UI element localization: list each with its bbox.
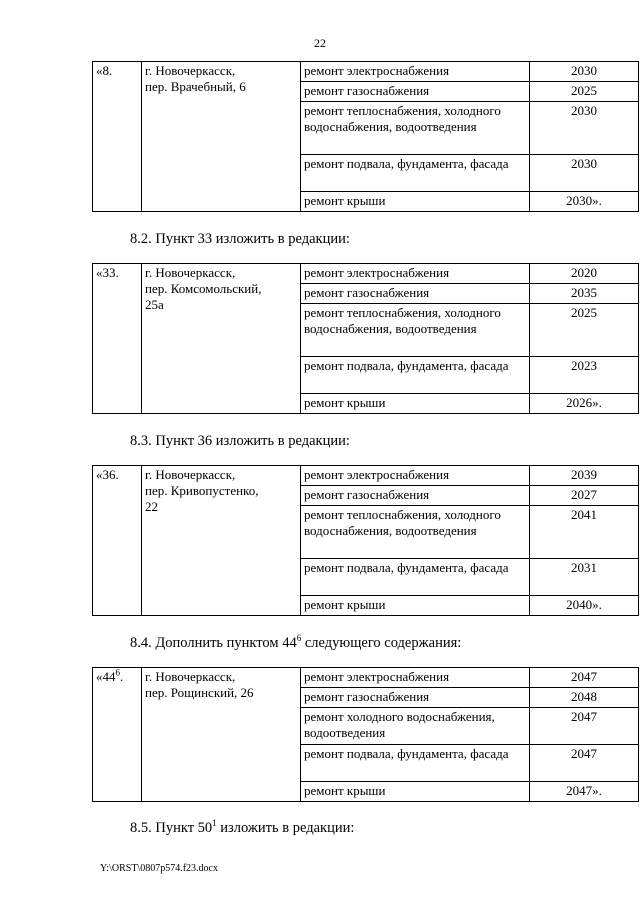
paragraph-8-2: 8.2. Пункт 33 изложить в редакции: xyxy=(130,231,350,247)
item-number-suffix: . xyxy=(120,669,124,684)
item-number xyxy=(93,668,142,802)
work-type: ремонт подвала, фундамента, фасада xyxy=(301,745,530,782)
paragraph-text: следующего содержания: xyxy=(301,635,462,651)
work-year: 2030». xyxy=(530,192,639,212)
address-line: пер. Кривопустенко, xyxy=(145,483,259,498)
work-year: 2023 xyxy=(530,357,639,394)
address-line: пер. Врачебный, 6 xyxy=(145,79,246,94)
work-type: ремонт подвала, фундамента, фасада xyxy=(301,155,530,192)
table-item-44-6 xyxy=(92,667,639,802)
address-line: г. Новочеркасск, xyxy=(145,467,236,482)
work-year: 2041 xyxy=(530,506,639,559)
table-item-33 xyxy=(92,263,639,414)
work-type: ремонт газоснабжения xyxy=(301,284,530,304)
work-year: 2047 xyxy=(530,745,639,782)
work-year: 2030 xyxy=(530,155,639,192)
item-number: «33. xyxy=(93,264,142,414)
address-line: 22 xyxy=(145,499,158,514)
superscript: 6 xyxy=(115,667,120,678)
work-year: 2035 xyxy=(530,284,639,304)
item-number: «8. xyxy=(93,62,142,212)
superscript: 6 xyxy=(296,633,302,644)
work-year: 2020 xyxy=(530,264,639,284)
work-year: 2047». xyxy=(530,782,639,802)
work-year: 2025 xyxy=(530,304,639,357)
work-type: ремонт теплоснабжения, холодного водоснабжения, водоотведения xyxy=(301,102,530,155)
paragraph-text: изложить в редакции: xyxy=(216,820,355,836)
paragraph-text: 8.5. Пункт 50 xyxy=(130,820,213,836)
work-type: ремонт газоснабжения xyxy=(301,486,530,506)
work-type: ремонт газоснабжения xyxy=(301,82,530,102)
work-year: 2047 xyxy=(530,668,639,688)
address-line: г. Новочеркасск, xyxy=(145,669,236,684)
work-year: 2047 xyxy=(530,708,639,745)
work-type: ремонт электроснабжения xyxy=(301,466,530,486)
page-number: 22 xyxy=(314,36,326,50)
item-address xyxy=(142,668,301,802)
work-type: ремонт крыши xyxy=(301,782,530,802)
work-year: 2027 xyxy=(530,486,639,506)
table-item-8 xyxy=(92,61,639,212)
item-number: «36. xyxy=(93,466,142,616)
item-address xyxy=(142,62,301,212)
work-type: ремонт теплоснабжения, холодного водоснабжения, водоотведения xyxy=(301,506,530,559)
work-type: ремонт теплоснабжения, холодного водоснабжения, водоотведения xyxy=(301,304,530,357)
item-address xyxy=(142,466,301,616)
paragraph-8-3: 8.3. Пункт 36 изложить в редакции: xyxy=(130,433,350,449)
paragraph-8-5 xyxy=(130,820,354,837)
paragraph-8-4 xyxy=(130,635,461,652)
work-type: ремонт крыши xyxy=(301,192,530,212)
work-year: 2031 xyxy=(530,559,639,596)
work-type: ремонт электроснабжения xyxy=(301,62,530,82)
item-address xyxy=(142,264,301,414)
address-line: г. Новочеркасск, xyxy=(145,63,236,78)
work-type: ремонт подвала, фундамента, фасада xyxy=(301,357,530,394)
work-type: ремонт электроснабжения xyxy=(301,668,530,688)
work-type: ремонт электроснабжения xyxy=(301,264,530,284)
work-year: 2030 xyxy=(530,102,639,155)
work-type: ремонт газоснабжения xyxy=(301,688,530,708)
superscript: 1 xyxy=(212,818,217,829)
work-year: 2039 xyxy=(530,466,639,486)
work-year: 2040». xyxy=(530,596,639,616)
work-type: ремонт крыши xyxy=(301,394,530,414)
address-line: г. Новочеркасск, xyxy=(145,265,236,280)
item-number-text: «44 xyxy=(96,669,116,684)
work-year: 2025 xyxy=(530,82,639,102)
file-path-footer: Y:\ORST\0807p574.f23.docx xyxy=(100,863,218,874)
work-type: ремонт подвала, фундамента, фасада xyxy=(301,559,530,596)
table-item-36 xyxy=(92,465,639,616)
paragraph-text: 8.4. Дополнить пунктом 44 xyxy=(130,635,297,651)
work-year: 2030 xyxy=(530,62,639,82)
work-year: 2048 xyxy=(530,688,639,708)
work-type: ремонт холодного водоснабжения, водоотведения xyxy=(301,708,530,745)
address-line: пер. Комсомольский, xyxy=(145,281,262,296)
address-line: 25а xyxy=(145,297,164,312)
work-type: ремонт крыши xyxy=(301,596,530,616)
address-line: пер. Рощинский, 26 xyxy=(145,685,254,700)
work-year: 2026». xyxy=(530,394,639,414)
